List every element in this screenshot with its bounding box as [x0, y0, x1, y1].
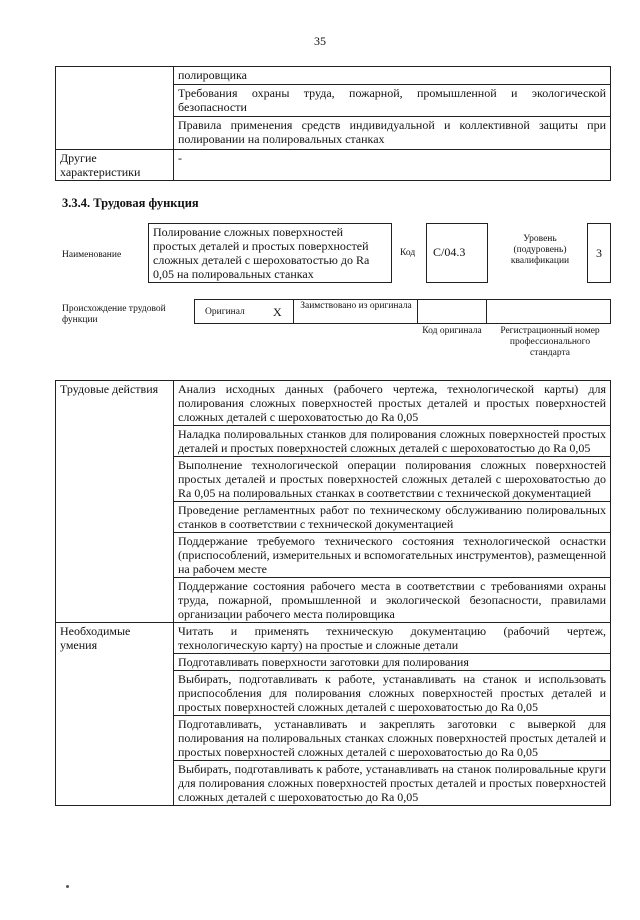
code-label: Код	[400, 248, 416, 258]
top-table	[55, 66, 611, 181]
origin-code-cell	[417, 299, 487, 324]
function-name: Полирование сложных поверхностей простых деталей и простых поверхностей сложных деталей с шероховатостью до Ra 0,05 на полировальных станках	[153, 225, 370, 281]
section-title: 3.3.4. Трудовая функция	[62, 196, 199, 210]
requirement-cell: полировщика	[174, 67, 611, 85]
origin-borrowed-cell	[293, 299, 418, 324]
other-label: Другие характеристики	[56, 150, 174, 181]
original-mark: X	[273, 305, 282, 319]
table-row	[56, 623, 611, 654]
skill-cell: Выбирать, подготавливать к работе, устанавливать на станок полировальные круги для полирования сложных поверхностей простых деталей и простых поверхностей сложных деталей с шероховатостью до Ra 0,05	[174, 761, 611, 806]
requirement-cell: Требования охраны труда, пожарной, промышленной и экологической безопасности	[174, 84, 611, 117]
action-cell: Проведение регламентных работ по техническому обслуживанию полировальных станков в соответствии с технической документацией	[174, 502, 611, 533]
original-label: Оригинал	[205, 307, 245, 317]
table-row	[56, 381, 611, 426]
skill-cell: Подготавливать, устанавливать и закреплять заготовки с выверкой для полирования на полировальных станках сложных поверхностей простых деталей и простых поверхностей сложных деталей с шероховатостью до Ra 0,05	[174, 716, 611, 761]
skill-cell: Читать и применять техническую документацию (рабочий чертеж, технологическую карту) на простые и сложные детали	[174, 623, 611, 654]
code-caption: Код оригинала	[422, 326, 482, 336]
table-row	[56, 67, 611, 85]
action-cell: Поддержание требуемого технического состояния технологической оснастки (приспособлений, измерительных и вспомогательных инструментов), размещенной на рабочем месте	[174, 533, 611, 578]
empty-label-cell	[56, 67, 174, 150]
skill-cell: Выбирать, подготавливать к работе, устанавливать на станок и использовать приспособления для полирования сложных поверхностей простых деталей и простых поверхностей сложных деталей с шероховатостью до Ra 0,05	[174, 671, 611, 716]
function-name-box	[148, 223, 392, 283]
code-box	[426, 223, 488, 283]
action-cell: Наладка полировальных станков для полирования сложных поверхностей простых деталей и простых поверхностей сложных деталей с шероховатостью до Ra 0,05	[174, 426, 611, 457]
reg-caption: Регистрационный номер профессионального стандарта	[500, 326, 600, 358]
page-number: 35	[314, 34, 326, 48]
origin-reg-cell	[486, 299, 611, 324]
action-cell: Анализ исходных данных (рабочего чертежа, технологической карты) для полирования сложных поверхностей простых деталей и простых поверхностей сложных деталей с шероховатостью до Ra 0,05	[174, 381, 611, 426]
skill-cell: Подготавливать поверхности заготовки для полирования	[174, 654, 611, 671]
name-label: Наименование	[62, 250, 122, 260]
code-value: С/04.3	[433, 245, 466, 259]
other-value: -	[174, 150, 611, 181]
skills-label: Необходимые умения	[56, 623, 174, 806]
origin-label: Происхождение трудовой функции	[62, 304, 166, 325]
scan-dot	[66, 885, 69, 888]
table-row	[56, 150, 611, 181]
action-cell: Поддержание состояния рабочего места в соответствии с требованиями охраны труда, пожарной, промышленной и экологической безопасности, правилами организации рабочего места полировщика	[174, 578, 611, 623]
borrowed-label: Заимствовано из оригинала	[300, 301, 412, 311]
level-label: Уровень (подуровень) квалификации	[510, 234, 570, 266]
action-cell: Выполнение технологической операции полирования сложных поверхностей простых деталей и простых поверхностей сложных деталей с шероховатостью до Ra 0,05 на полировальных станках в соответствии с технической документацией	[174, 457, 611, 502]
actions-label: Трудовые действия	[56, 381, 174, 623]
main-table	[55, 380, 611, 806]
level-value: 3	[596, 246, 602, 260]
requirement-cell: Правила применения средств индивидуальной и коллективной защиты при полировании на полировальных станках	[174, 117, 611, 150]
origin-original-cell	[194, 299, 294, 324]
level-box	[587, 223, 611, 283]
